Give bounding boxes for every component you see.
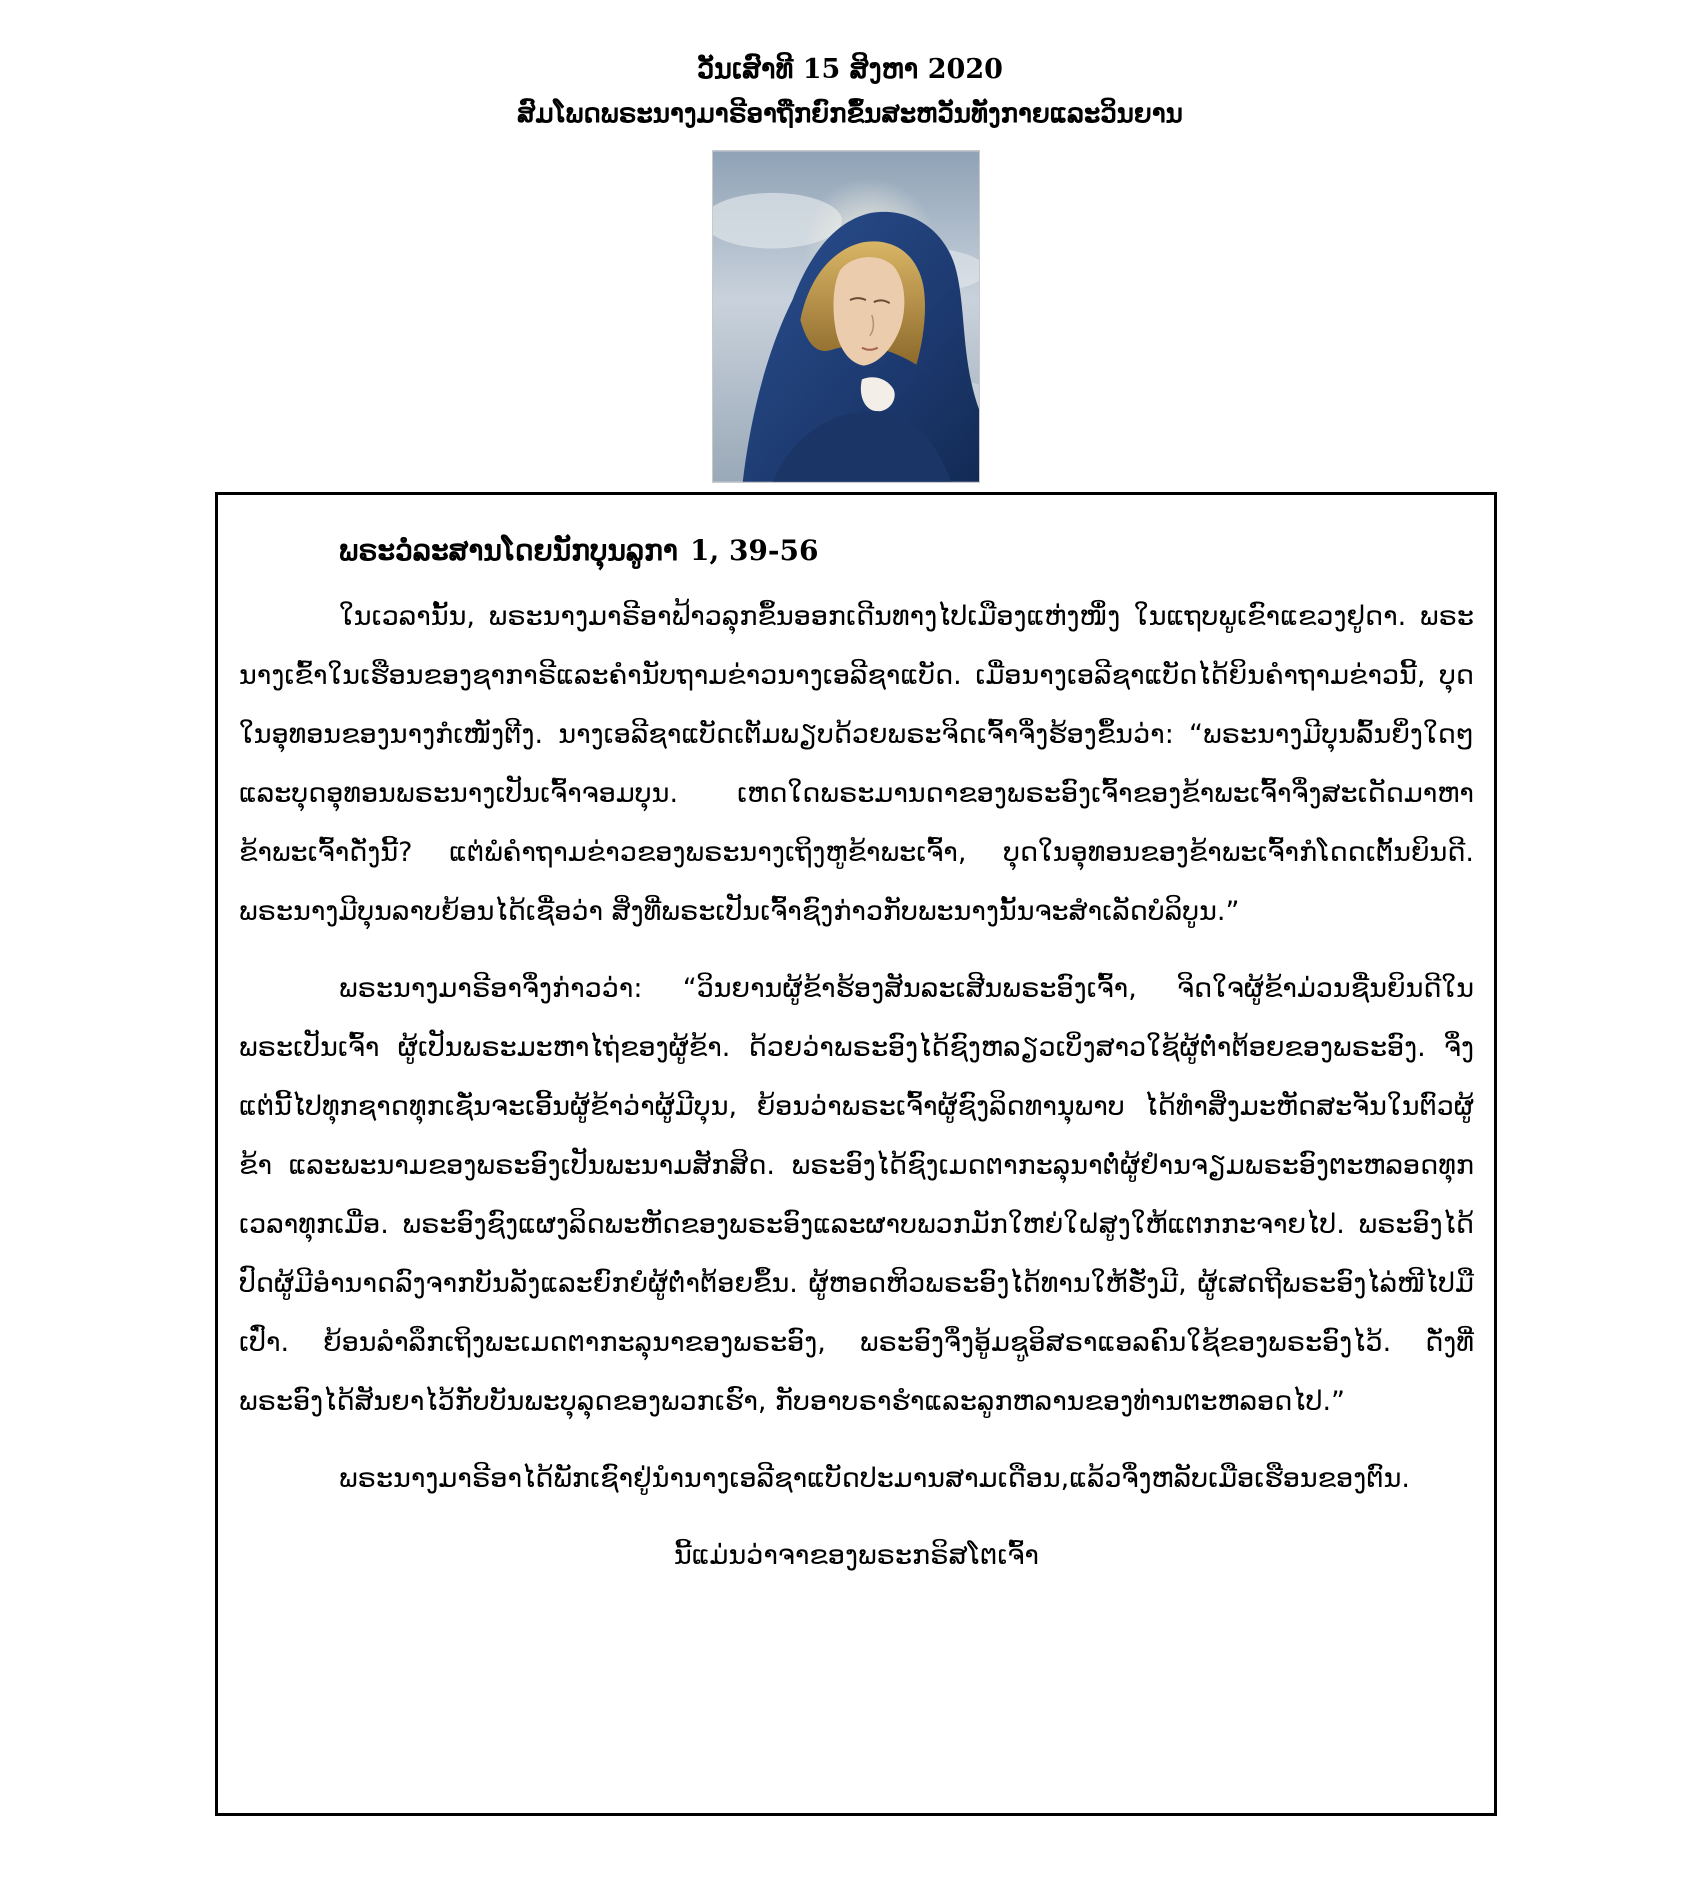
feast-title: ສົມໂພດພຣະນາງມາຣີອາຖືກຍົກຂຶ້ນສະຫວັນທັງກາຍແລະວິນຍານ xyxy=(517,99,1183,129)
virgin-mary-image xyxy=(712,150,980,483)
page-header xyxy=(0,48,1700,136)
reading-title-text: ພຣະວໍລະສານໂດຍນັກບຸນລູກາ xyxy=(339,534,678,567)
reading-paragraph-2: ພຣະນາງມາຣີອາຈຶ່ງກ່າວວ່າ: “ວິນຍານຜູ້ຂ້າຮ້ອງສັນລະເສີນພຣະອົງເຈົ້າ, ຈິດໃຈຜູ້ຂ້າມ່ວນຊື່ນຍິນດີໃນພຣະເປັນເຈົ້າ ຜູ້ເປັນພຣະມະຫາໄຖ່ຂອງຜູ້ຂ້າ. ດ້ວຍວ່າພຣະອົງໄດ້ຊົງຫລຽວເບິ່ງສາວໃຊ້ຜູ້ຕໍ່າຕ້ອຍຂອງພຣະອົງ. ຈຶ່ງແຕ່ນີ້ໄປທຸກຊາດທຸກເຊັ່ນຈະເອີ້ນຜູ້ຂ້າວ່າຜູ້ມີບຸນ, ຍ້ອນວ່າພຣະເຈົ້າຜູ້ຊົງລິດທານຸພາບ ໄດ້ທຳສິ່ງມະຫັດສະຈັນໃນຕົວຜູ້ຂ້າ ແລະພະນາມຂອງພຣະອົງເປັນພະນາມສັກສິດ. ພຣະອົງໄດ້ຊົງເມດຕາກະລຸນາຕໍ່ຜູ້ຢຳນຈຽມພຣະອົງຕະຫລອດທຸກເວລາທຸກເມື່ອ. ພຣະອົງຊົງແຜງລິດພະຫັດຂອງພຣະອົງແລະຜາບພວກມັກໃຫຍ່ໃຝສູງໃຫ້ແຕກກະຈາຍໄປ. ພຣະອົງໄດ້ປົດຜູ້ມີອຳນາດລົງຈາກບັນລັງແລະຍົກຍໍຜູ້ຕໍ່າຕ້ອຍຂຶ້ນ. ຜູ້ຫອດຫິວພຣະອົງໄດ້ທານໃຫ້ຮັ່ງມີ, ຜູ້ເສດຖີພຣະອົງໄລ່ໜີໄປມືເປົ່າ. ຍ້ອນລຳລຶກເຖິງພະເມດຕາກະລຸນາຂອງພຣະອົງ, ພຣະອົງຈຶ່ງອູ້ມຊູອິສຣາແອລຄົນໃຊ້ຂອງພຣະອົງໄວ້. ດັ່ງທີ່ພຣະອົງໄດ້ສັນຍາໄວ້ກັບບັນພະບຸລຸດຂອງພວກເຮົາ, ກັບອາບຣາຮຳແລະລູກຫລານຂອງທ່ານຕະຫລອດໄປ.” xyxy=(239,973,1474,1417)
reading-paragraph-1: ໃນເວລານັ້ນ, ພຣະນາງມາຣີອາຟ້າວລຸກຂຶ້ນອອກເດີນທາງໄປເມືອງແຫ່ງໜຶ່ງ ໃນແຖບພູເຂົາແຂວງຢູດາ. ພຣະນາງເຂົ້າໃນເຮືອນຂອງຊາກາຣີແລະຄຳນັບຖາມຂ່າວນາງເອລີຊາແບັດ. ເມື່ອນາງເອລີຊາແບັດໄດ້ຍິນຄຳຖາມຂ່າວນີ້, ບຸດໃນອຸທອນຂອງນາງກໍເໜັງຕີງ. ນາງເອລີຊາແບັດເຕັມພຽບດ້ວຍພຣະຈິດເຈົ້າຈຶ່ງຮ້ອງຂຶ້ນວ່າ: “ພຣະນາງມີບຸນລົ້ນຍິ່ງໃດໆແລະບຸດອຸທອນພຣະນາງເປັນເຈົ້າຈອມບຸນ. ເຫດໃດພຣະມານດາຂອງພຣະອົງເຈົ້າຂອງຂ້າພະເຈົ້າຈຶ່ງສະເດັດມາຫາຂ້າພະເຈົ້າດັ່ງນີ້? ແຕ່ພໍຄຳຖາມຂ່າວຂອງພຣະນາງເຖິງຫູຂ້າພະເຈົ້າ, ບຸດໃນອຸທອນຂອງຂ້າພະເຈົ້າກໍໂດດເຕັ້ນຍິນດີ. ພຣະນາງມີບຸນລາບຍ້ອນໄດ້ເຊື່ອວ່າ ສິ່ງທີ່ພຣະເປັນເຈົ້າຊົງກ່າວກັບພະນາງນັ້ນຈະສຳເລັດບໍລິບູນ.” xyxy=(239,601,1474,927)
virgin-mary-icon xyxy=(713,151,979,482)
reading-paragraph-3: ພຣະນາງມາຣີອາໄດ້ພັກເຊົາຢູ່ນຳນາງເອລີຊາແບັດປະມານສາມເດືອນ,ແລ້ວຈຶ່ງຫລັບເມືອເຮືອນຂອງຕົນ. xyxy=(339,1463,1410,1494)
date-line: ວັນເສົາທີ 15 ສິງຫາ 2020 xyxy=(697,54,1003,85)
closing-acclamation: ນີ້ແມ່ນວ່າຈາຂອງພຣະກຣິສໂຕເຈົ້າ xyxy=(674,1540,1039,1571)
gospel-reading-box xyxy=(215,492,1497,1816)
reading-reference: 1, 39-56 xyxy=(689,534,819,567)
reading-title xyxy=(239,531,1474,571)
